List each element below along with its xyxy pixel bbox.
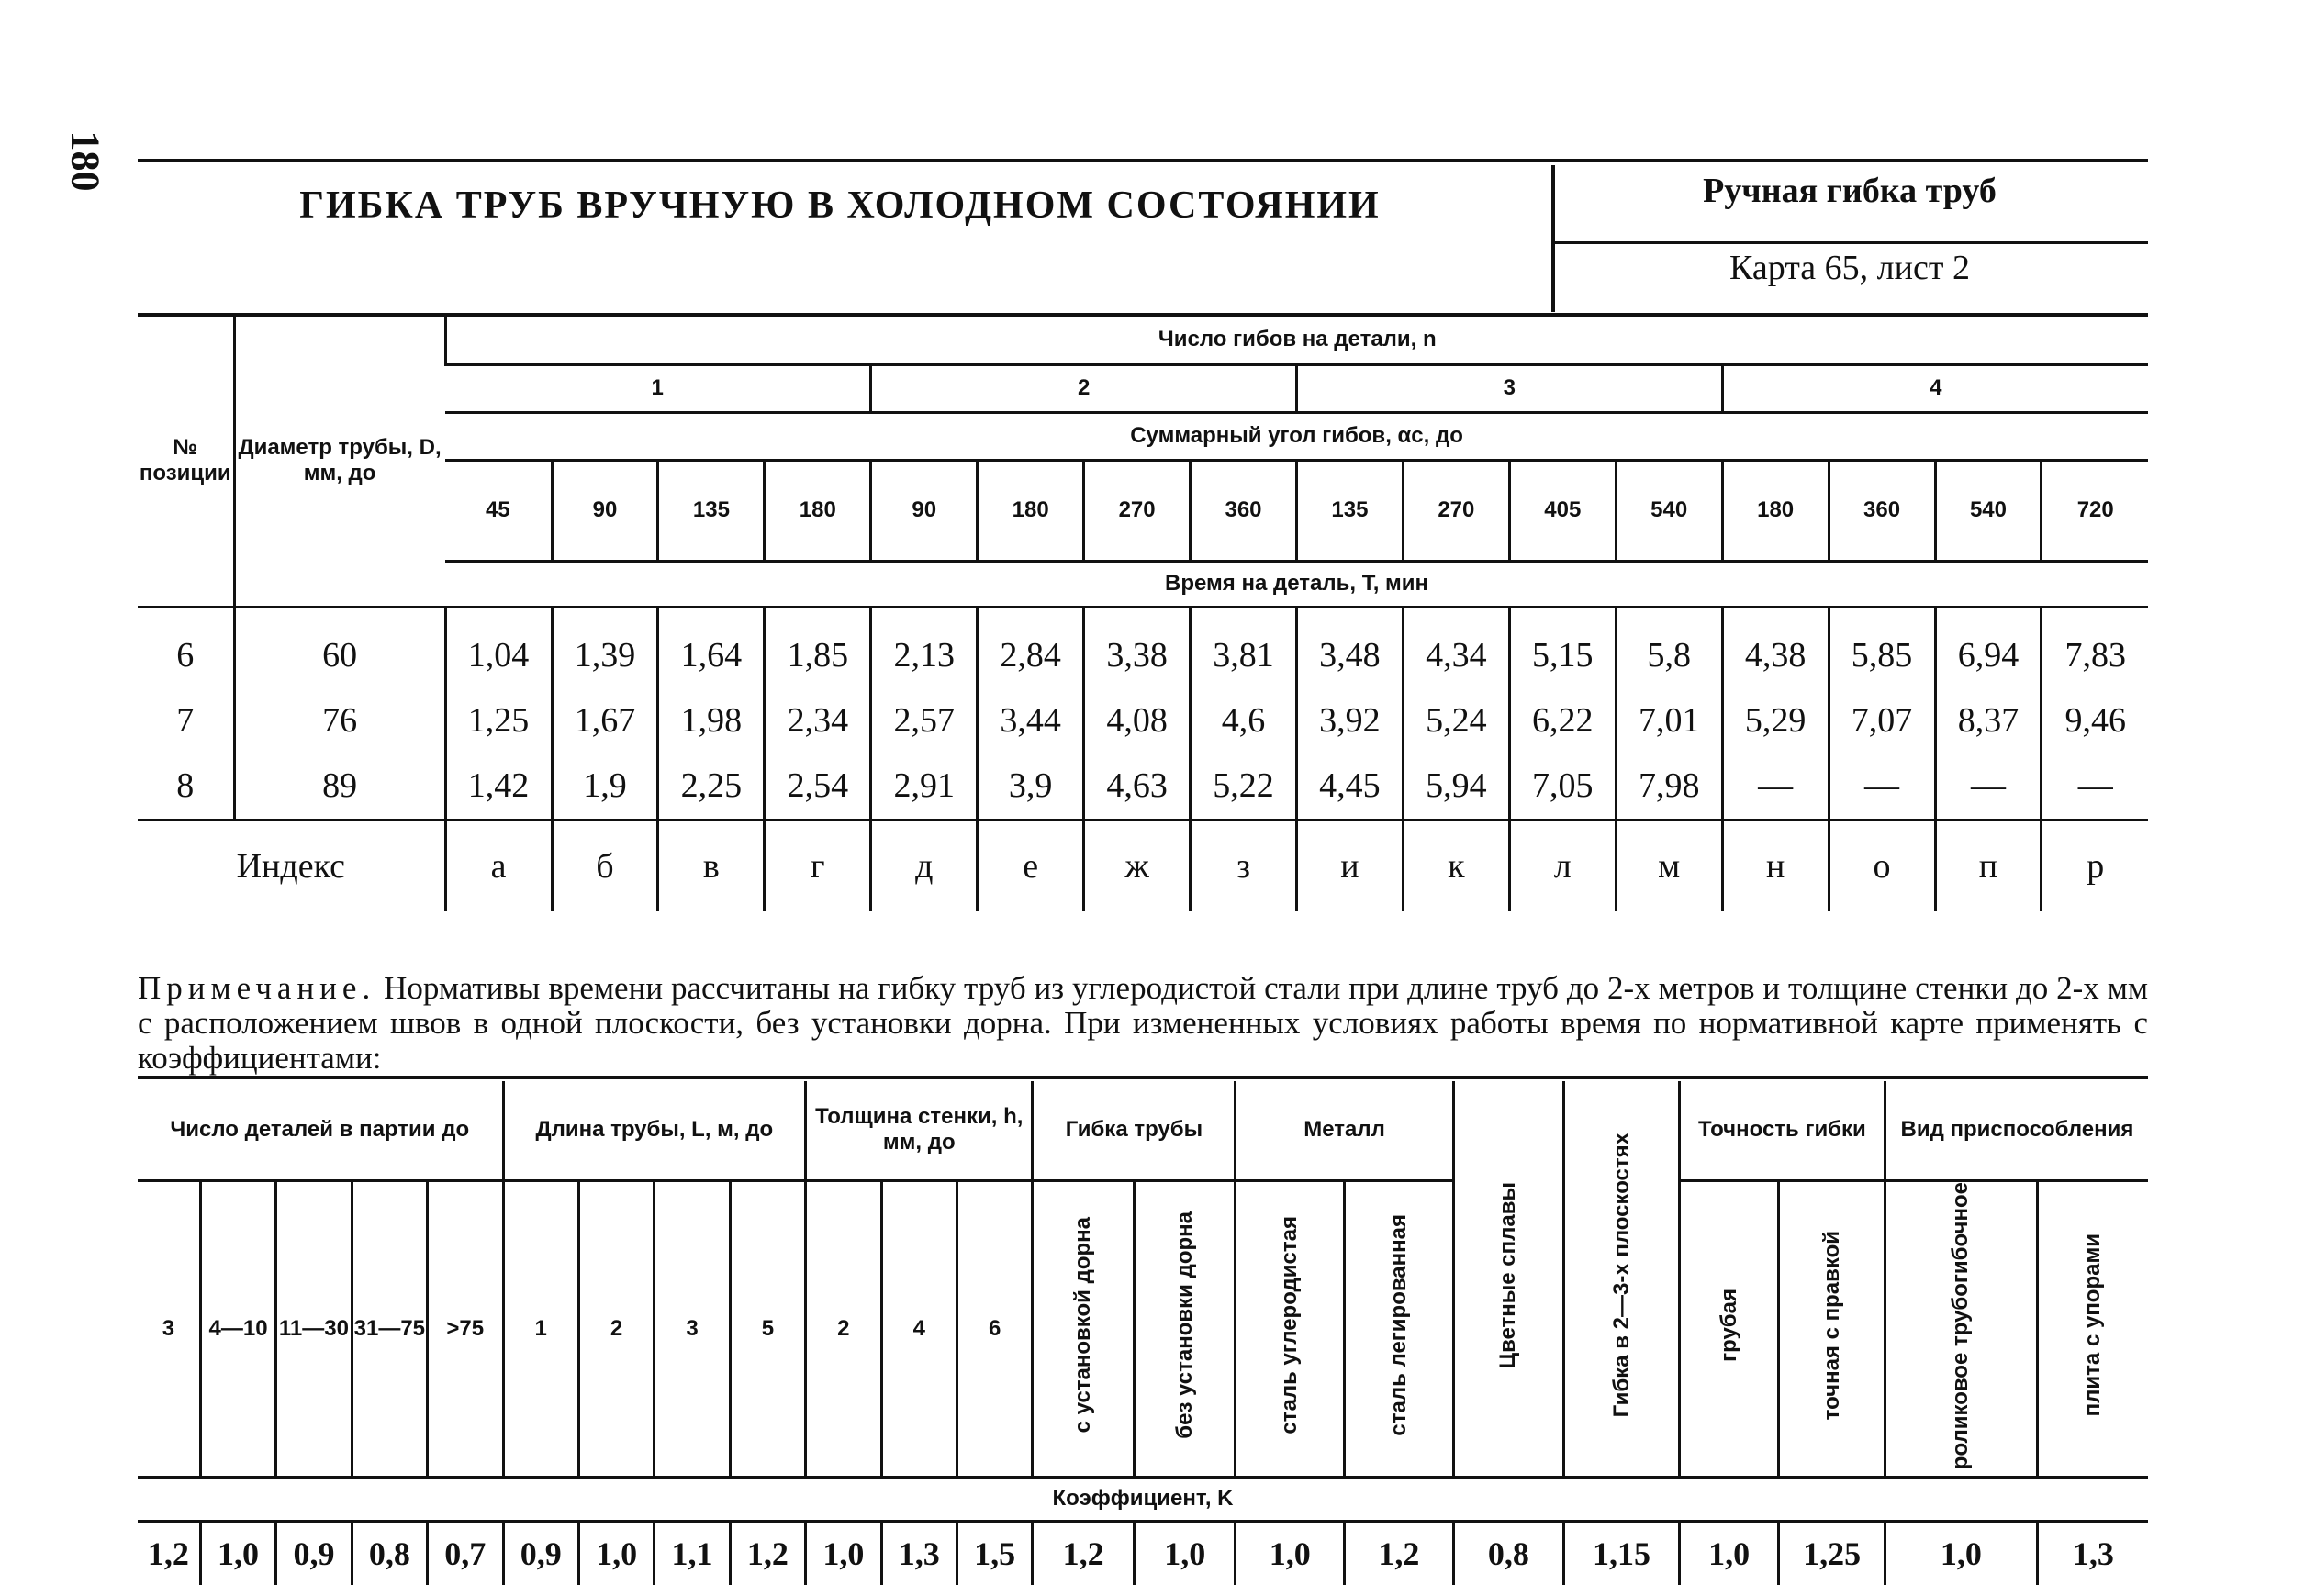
header-right-rule [1555,241,2148,244]
index-cell: р [2042,820,2148,911]
coefficients-table [138,1081,2148,1585]
parts-subheader: 3 [138,1180,200,1477]
metal-group-header: Металл [1236,1081,1453,1180]
time-cell: 7,07 [1829,687,1935,753]
time-cell: 1,04 [445,607,552,687]
index-cell: г [765,820,871,911]
time-cell: 6,94 [1935,607,2042,687]
index-cell: л [1509,820,1616,911]
index-row [138,820,2148,911]
length-subheader: 3 [655,1180,730,1477]
device-subheader: плита с упорами [2037,1180,2148,1477]
coefficient-cell: 1,15 [1564,1521,1680,1585]
coefficient-cell: 1,0 [1236,1521,1345,1585]
page-number: 180 [62,130,108,192]
device-group-header: Вид приспособления [1885,1081,2148,1180]
accuracy-group-header: Точность гибки [1679,1081,1885,1180]
metal-subheader: сталь легированная [1345,1180,1454,1477]
note-label: Примечание. [138,970,376,1006]
time-cell: 3,81 [1191,607,1297,687]
time-cell: 1,39 [552,607,658,687]
index-cell: ж [1084,820,1191,911]
time-cell: — [1829,753,1935,820]
coefficient-cell: 1,3 [881,1521,957,1585]
time-cell: 1,25 [445,687,552,753]
time-cell: 3,92 [1296,687,1403,753]
bend-count: 4 [1722,364,2148,412]
angle-value: 540 [1935,460,2042,561]
parts-subheader: >75 [428,1180,503,1477]
bend-count: 2 [871,364,1297,412]
coefficient-cell: 1,0 [1134,1521,1236,1585]
coefficient-cell: 1,1 [655,1521,730,1585]
angle-value: 45 [445,460,552,561]
angle-value: 180 [765,460,871,561]
angle-value: 180 [978,460,1084,561]
time-cell: — [1935,753,2042,820]
data-row [138,607,2148,687]
parts-subheader: 4—10 [200,1180,275,1477]
angle-value: 180 [1722,460,1829,561]
parts-subheader: 31—75 [352,1180,427,1477]
time-cell: 1,42 [445,753,552,820]
time-cell: 4,34 [1403,607,1509,687]
bend-subheader: без установки дорна [1134,1180,1236,1477]
index-cell: о [1829,820,1935,911]
coefficient-cell: 0,9 [503,1521,578,1585]
parts-group-header: Число деталей в партии до [138,1081,503,1180]
alloys-header: Цветные сплавы [1453,1081,1564,1477]
time-cell: 8,37 [1935,687,2042,753]
bend-count: 3 [1296,364,1722,412]
thickness-subheader: 4 [881,1180,957,1477]
planes-header: Гибка в 2—3-х плоскостях [1564,1081,1680,1477]
coefficient-cell: 1,2 [730,1521,805,1585]
bend-subheader: с установкой дорна [1033,1180,1135,1477]
parts-subheader: 11—30 [276,1180,352,1477]
time-cell: 7,01 [1616,687,1722,753]
angle-value: 90 [871,460,978,561]
time-cell: 5,15 [1509,607,1616,687]
time-cell: 2,84 [978,607,1084,687]
index-cell: н [1722,820,1829,911]
time-cell: 5,94 [1403,753,1509,820]
position-column-header: № позиции [138,317,234,607]
length-subheader: 2 [578,1180,654,1477]
time-cell: 1,64 [658,607,765,687]
metal-subheader: сталь углеродистая [1236,1180,1345,1477]
section-name: Ручная гибка труб [1703,172,1997,210]
position-cell: 6 [176,635,195,675]
index-cell: и [1296,820,1403,911]
index-cell: м [1616,820,1722,911]
time-cell: 4,6 [1191,687,1297,753]
length-subheader: 5 [730,1180,805,1477]
index-cell: з [1191,820,1297,911]
coefficient-cell: 1,3 [2037,1521,2148,1585]
subheaders-row [138,1180,2148,1477]
time-cell: 1,98 [658,687,765,753]
coefficient-header: Коэффициент, K [138,1477,2148,1521]
note-paragraph [138,971,2148,1076]
length-group-header: Длина трубы, L, м, до [503,1081,806,1180]
angle-value: 360 [1191,460,1297,561]
angle-value: 720 [2042,460,2148,561]
coefficient-cell: 0,7 [428,1521,503,1585]
index-cell: к [1403,820,1509,911]
diameter-cell: 60 [234,607,445,687]
angle-value: 90 [552,460,658,561]
time-cell: 3,38 [1084,607,1191,687]
time-cell: 4,38 [1722,607,1829,687]
index-cell: в [658,820,765,911]
accuracy-subheader: грубая [1679,1180,1779,1477]
device-subheader: роликовое трубогибочное [1885,1180,2037,1477]
thickness-subheader: 6 [957,1180,1032,1477]
time-cell: 3,9 [978,753,1084,820]
coefficient-cell: 0,8 [1453,1521,1564,1585]
thickness-group-header: Толщина стенки, h, мм, до [806,1081,1033,1180]
angle-value: 135 [658,460,765,561]
position-cell: 7 [176,701,195,740]
time-cell: — [1722,753,1829,820]
time-cell: 1,9 [552,753,658,820]
angle-value: 540 [1616,460,1722,561]
index-cell: п [1935,820,2042,911]
coefficient-cell: 1,25 [1779,1521,1885,1585]
card-reference: Карта 65, лист 2 [1729,249,1970,287]
coefficient-values-row [138,1521,2148,1585]
coefficient-cell: 1,0 [1885,1521,2037,1585]
time-cell: 7,05 [1509,753,1616,820]
time-norms-table [138,317,2148,911]
coefficient-cell: 1,0 [578,1521,654,1585]
time-cell: 2,13 [871,607,978,687]
time-cell: 5,8 [1616,607,1722,687]
time-cell: — [2042,753,2148,820]
angle-value: 270 [1084,460,1191,561]
thickness-subheader: 2 [806,1180,881,1477]
bend-group-header: Гибка трубы [1033,1081,1236,1180]
index-cell: д [871,820,978,911]
angle-value: 135 [1296,460,1403,561]
time-cell: 4,45 [1296,753,1403,820]
time-cell: 5,24 [1403,687,1509,753]
coefficient-cell: 1,0 [806,1521,881,1585]
time-cell: 2,91 [871,753,978,820]
data-row [138,753,2148,820]
data-row [138,687,2148,753]
time-cell: 3,44 [978,687,1084,753]
coefficient-cell: 1,0 [1679,1521,1779,1585]
coefficient-cell: 1,0 [200,1521,275,1585]
coefficient-cell: 1,2 [1033,1521,1135,1585]
index-cell: б [552,820,658,911]
time-cell: 7,83 [2042,607,2148,687]
time-cell: 6,22 [1509,687,1616,753]
index-cell: а [445,820,552,911]
coefficient-cell: 1,5 [957,1521,1032,1585]
coefficient-cell: 1,2 [147,1535,189,1572]
coefficient-cell: 1,2 [1345,1521,1454,1585]
time-cell: 2,57 [871,687,978,753]
time-cell: 2,25 [658,753,765,820]
time-cell: 7,98 [1616,753,1722,820]
table2-top-rule [138,1076,2148,1079]
diameter-cell: 76 [234,687,445,753]
time-cell: 5,29 [1722,687,1829,753]
time-cell: 2,34 [765,687,871,753]
time-per-part-header: Время на деталь, T, мин [445,561,2148,607]
time-cell: 1,67 [552,687,658,753]
angle-value: 405 [1509,460,1616,561]
header-top-rule [138,159,2148,162]
diameter-cell: 89 [234,753,445,820]
coefficient-cell: 0,9 [276,1521,352,1585]
bend-count: 1 [445,364,871,412]
position-cell: 8 [176,766,195,806]
time-cell: 4,08 [1084,687,1191,753]
index-cell: е [978,820,1084,911]
angle-value: 270 [1403,460,1509,561]
total-angle-header: Суммарный угол гибов, αс, до [445,412,2148,460]
note-text: Нормативы времени рассчитаны на гибку труб из углеродистой стали при длине труб до 2-х метров и толщине стенки до 2-х мм с расположением швов в одной плоскости, без установки дорна. При измененных условиях работы время по нормативной карте применять с коэффициентами: [138,970,2148,1076]
coefficient-cell: 0,8 [352,1521,427,1585]
time-cell: 5,22 [1191,753,1297,820]
diameter-column-header: Диаметр трубы, D, мм, до [234,317,445,607]
length-subheader: 1 [503,1180,578,1477]
time-cell: 1,85 [765,607,871,687]
bends-count-header: Число гибов на детали, n [445,317,2148,364]
angle-value: 360 [1829,460,1935,561]
time-cell: 5,85 [1829,607,1935,687]
time-cell: 9,46 [2042,687,2148,753]
index-label: Индекс [138,820,445,911]
document-title: ГИБКА ТРУБ ВРУЧНУЮ В ХОЛОДНОМ СОСТОЯНИИ [299,184,1381,227]
accuracy-subheader: точная с правкой [1779,1180,1885,1477]
time-cell: 3,48 [1296,607,1403,687]
time-cell: 2,54 [765,753,871,820]
time-cell: 4,63 [1084,753,1191,820]
